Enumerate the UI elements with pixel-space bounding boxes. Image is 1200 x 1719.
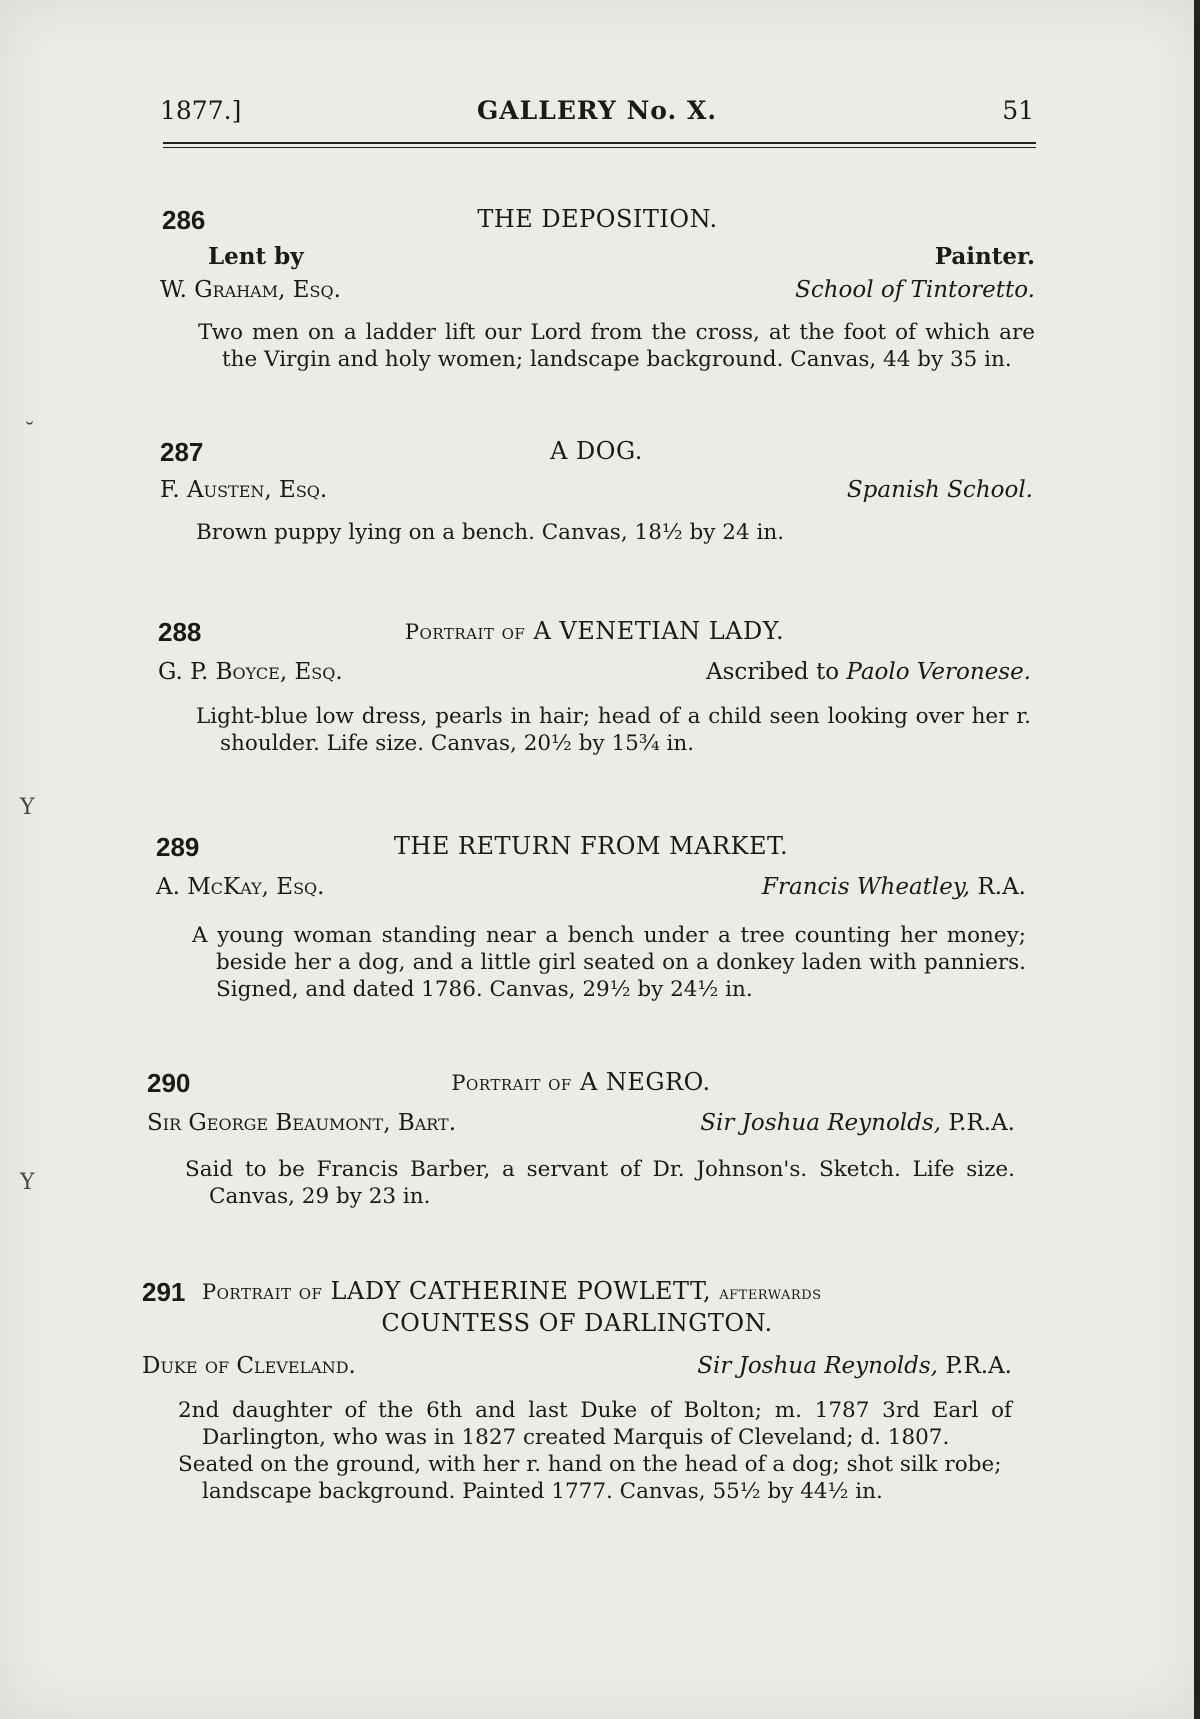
entry-painter: Spanish School. — [846, 477, 1033, 503]
entry-title: THE DEPOSITION. — [477, 205, 718, 233]
header-rule — [163, 147, 1036, 148]
entry-painter: School of Tintoretto. — [795, 277, 1035, 303]
title-main: A NEGRO. — [579, 1068, 711, 1096]
entry-lender: A. McKay, Esq. — [156, 874, 325, 900]
entry-number: 286 — [162, 205, 206, 235]
entry-number: 288 — [158, 617, 202, 647]
painter-suffix: R.A. — [977, 874, 1026, 900]
painter-name: Sir Joshua Reynolds, — [700, 1110, 941, 1136]
entry-number: 289 — [156, 832, 200, 862]
entry-description: Brown puppy lying on a bench. Canvas, 18½ by 24 in. — [196, 520, 785, 545]
painter-name: Paolo Veronese. — [846, 659, 1031, 685]
painter-name: Francis Wheatley, — [762, 874, 971, 900]
painter-suffix: P.R.A. — [945, 1353, 1012, 1379]
lent-by-heading: Lent by — [208, 243, 304, 270]
entry-description: Said to be Francis Barber, a servant of Dr. Johnson's. Sketch. Life size. Canvas, 29 by 23 in. — [185, 1157, 1015, 1209]
running-head-year: 1877.] — [160, 96, 242, 125]
page-number: 51 — [1002, 96, 1034, 125]
title-suffix: afterwards — [719, 1282, 822, 1304]
margin-mark: Y — [20, 1170, 35, 1195]
catalogue-entry — [142, 1277, 1012, 1507]
entry-painter — [700, 1110, 1015, 1136]
catalogue-entry — [147, 1068, 1015, 1218]
title-main: A VENETIAN LADY. — [533, 617, 785, 645]
entry-title — [158, 617, 1031, 645]
painter-suffix: P.R.A. — [948, 1110, 1015, 1136]
catalogue-entry — [160, 437, 1033, 547]
margin-mark: ˘ — [24, 420, 35, 445]
painter-prefix: Ascribed to — [705, 659, 840, 685]
running-head-title: GALLERY No. X. — [476, 96, 718, 125]
entry-painter — [697, 1353, 1012, 1379]
entry-painter — [706, 659, 1031, 685]
page-edge-shadow — [1194, 0, 1200, 1719]
entry-lender: G. P. Boyce, Esq. — [158, 659, 343, 685]
entry-description: Light-blue low dress, pearls in hair; head of a child seen looking over her r. shoulder. Life size. Canvas, 20½ by 15¾ in. — [196, 704, 1031, 756]
entry-title — [147, 1068, 1015, 1096]
title-main: LADY CATHERINE POWLETT, — [330, 1277, 712, 1305]
header-rule — [163, 142, 1036, 144]
entry-description: Two men on a ladder lift our Lord from the cross, at the foot of which are the Virgin and holy women; landscape background. Canvas, 44 by 35 in. — [198, 320, 1035, 372]
entry-title: THE RETURN FROM MARKET. — [393, 832, 789, 860]
painter-name: Sir Joshua Reynolds, — [697, 1353, 938, 1379]
entry-lender: Sir George Beaumont, Bart. — [147, 1110, 457, 1136]
catalogue-entry — [156, 832, 1026, 1002]
title-prefix: Portrait of — [451, 1071, 572, 1095]
margin-mark: Y — [20, 795, 35, 820]
entry-description-2: Seated on the ground, with her r. hand on the head of a dog; shot silk robe; landscape background. Painted 1777. Canvas, 55½ by 44½ in. — [178, 1452, 1002, 1504]
title-prefix: Portrait of — [404, 620, 526, 644]
running-head — [160, 96, 1034, 130]
entry-painter — [762, 874, 1026, 900]
entry-title-line2: COUNTESS OF DARLINGTON. — [381, 1309, 773, 1337]
painter-heading: Painter. — [934, 243, 1035, 270]
entry-description: 2nd daughter of the 6th and last Duke of Bolton; m. 1787 3rd Earl of Darlington, who was in 1827 created Marquis of Cleveland; d. 1807. — [178, 1398, 1012, 1450]
entry-title — [202, 1277, 1012, 1305]
entry-title: A DOG. — [550, 437, 643, 465]
entry-lender: W. Graham, Esq. — [160, 277, 341, 303]
entry-description: A young woman standing near a bench under a tree counting her money; beside her a dog, and a little girl seated on a donkey laden with panniers. Signed, and dated 1786. Canvas, 29½ by 24½ in. — [192, 923, 1026, 1002]
entry-number: 290 — [147, 1068, 191, 1098]
entry-number: 291 — [142, 1277, 186, 1307]
entry-lender: F. Austen, Esq. — [160, 477, 328, 503]
catalogue-entry — [158, 617, 1031, 767]
catalogue-entry — [160, 205, 1035, 375]
entry-number: 287 — [160, 437, 204, 467]
title-prefix: Portrait of — [202, 1280, 323, 1304]
entry-lender: Duke of Cleveland. — [142, 1353, 356, 1379]
